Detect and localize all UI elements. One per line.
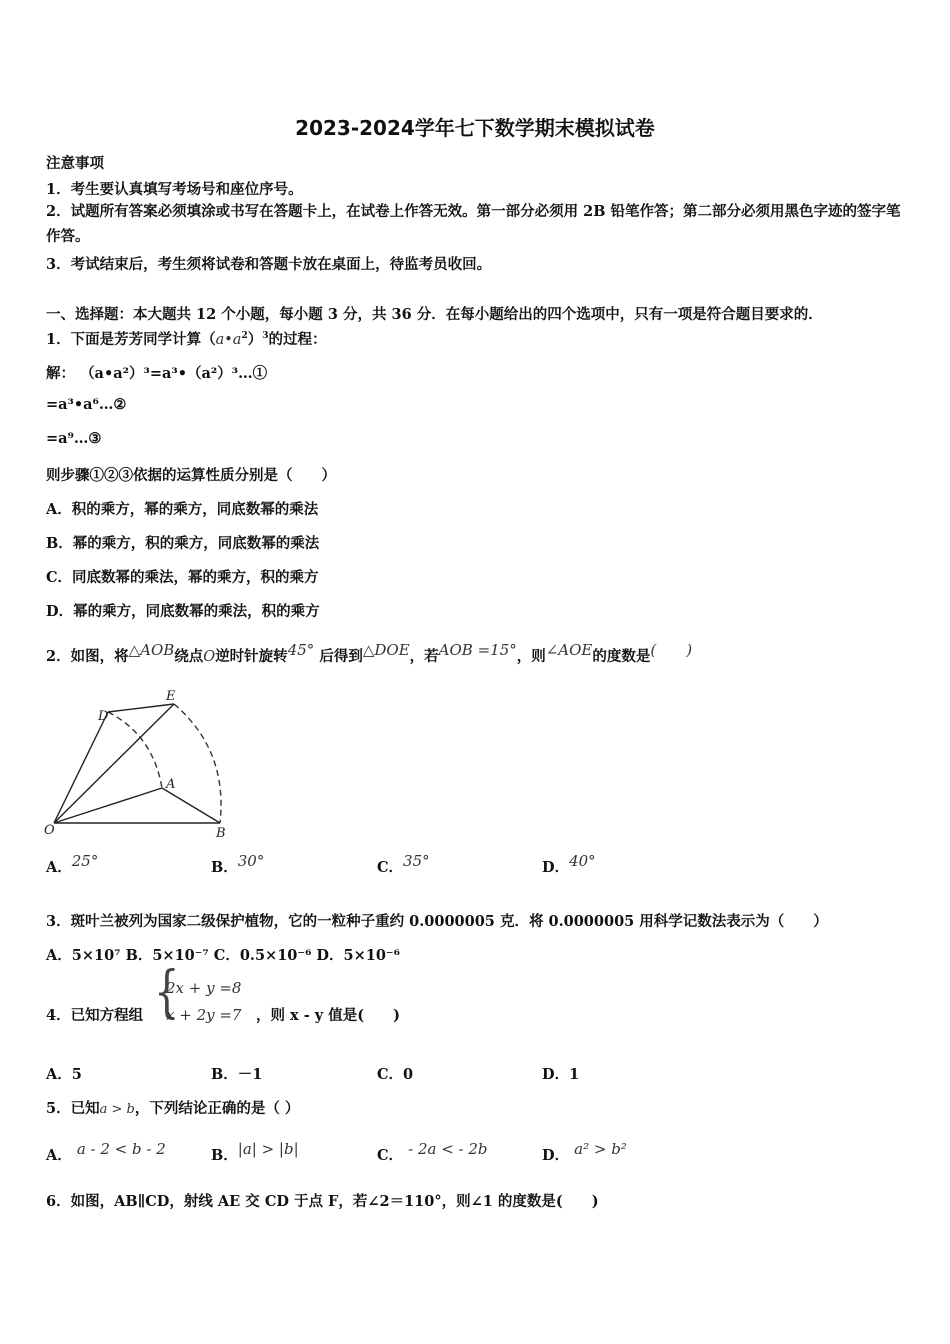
q2-option-b[interactable]: B．30° bbox=[211, 852, 265, 876]
q1-stem: 1．下面是芳芳同学计算$(a•a^2)^3$的过程： bbox=[46, 331, 327, 348]
notice-heading: 注意事项 bbox=[46, 155, 104, 172]
q5-stem: 5．已知a > b，下列结论正确的是（ ） bbox=[46, 1100, 300, 1117]
label-b: B bbox=[216, 826, 226, 841]
q5-option-d[interactable]: D． a² > b² bbox=[542, 1140, 627, 1164]
q1-step-2: =a³•a⁶…② bbox=[46, 396, 127, 413]
q5-option-c[interactable]: C． - 2a < - 2b bbox=[377, 1140, 488, 1164]
q3-options[interactable]: A．5×10⁷ B．5×10⁻⁷ C．0.5×10⁻⁶ D．5×10⁻⁶ bbox=[46, 947, 400, 964]
q4-equation-2: x + 2y =7 bbox=[166, 1006, 242, 1024]
label-o: O bbox=[44, 823, 55, 838]
q4-option-d[interactable]: D．1 bbox=[542, 1066, 580, 1083]
q5-option-a[interactable]: A． a - 2 < b - 2 bbox=[46, 1140, 166, 1164]
q2-option-c[interactable]: C．35° bbox=[377, 852, 430, 876]
segment-od bbox=[54, 712, 108, 823]
q4-option-b[interactable]: B．－1 bbox=[211, 1066, 263, 1083]
label-e: E bbox=[166, 689, 176, 704]
q3-stem: 3．斑叶兰被列为国家二级保护植物，它的一粒种子重约 0.0000005 克．将 0.0000005 用科学记数法表示为（ ） bbox=[46, 913, 828, 930]
segment-oa bbox=[54, 788, 162, 823]
q4-option-a[interactable]: A．5 bbox=[46, 1066, 82, 1083]
notice-item-2: 2．试题所有答案必须填涂或书写在答题卡上，在试卷上作答无效。第一部分必须用 2B 铅笔作答；第二部分必须用黑色字迹的签字笔作答。 bbox=[46, 203, 901, 245]
brace-icon: { bbox=[154, 960, 180, 1026]
page-title: 2023-2024学年七下数学期末模拟试卷 bbox=[295, 116, 655, 140]
q2-rotation-figure bbox=[38, 680, 248, 845]
arc-ob-oe bbox=[174, 704, 221, 823]
section-heading: 一、选择题：本大题共 12 个小题，每小题 3 分，共 36 分．在每小题给出的四个选项中，只有一项是符合题目要求的． bbox=[46, 306, 823, 323]
label-a: A bbox=[166, 777, 176, 792]
notice-item-1: 1．考生要认真填写考场号和座位序号。 bbox=[46, 181, 303, 198]
q2-stem: 2．如图，将△AOB绕点O逆时针旋转45° 后得到△DOE，若AOB =15°，则∠AOE的度数是( ) bbox=[46, 641, 693, 665]
segment-ab bbox=[162, 788, 220, 823]
q1-ask: 则步骤①②③依据的运算性质分别是（ ） bbox=[46, 467, 336, 484]
q4-stem-b: ，则 x - y 值是( ) bbox=[256, 1007, 401, 1024]
q1-option-d[interactable]: D．幂的乘方，同底数幂的乘法，积的乘方 bbox=[46, 603, 320, 620]
q1-option-b[interactable]: B．幂的乘方，积的乘方，同底数幂的乘法 bbox=[46, 535, 320, 552]
q1-option-c[interactable]: C．同底数幂的乘法，幂的乘方，积的乘方 bbox=[46, 569, 319, 586]
q2-option-a[interactable]: A．25° bbox=[46, 852, 99, 876]
q2-option-d[interactable]: D．40° bbox=[542, 852, 596, 876]
q1-option-a[interactable]: A．积的乘方，幂的乘方，同底数幂的乘法 bbox=[46, 501, 319, 518]
segment-de bbox=[108, 704, 174, 712]
q1-step-3: =a⁹…③ bbox=[46, 430, 102, 447]
q4-option-c[interactable]: C．0 bbox=[377, 1066, 414, 1083]
notice-item-3: 3．考试结束后，考生须将试卷和答题卡放在桌面上，待监考员收回。 bbox=[46, 256, 492, 273]
q1-step-1: 解： （a•a²）³=a³•（a²）³…① bbox=[46, 365, 268, 382]
label-d: D bbox=[98, 709, 109, 724]
q4-equation-1: 2x + y =8 bbox=[166, 979, 242, 997]
q6-stem: 6．如图，AB∥CD，射线 AE 交 CD 于点 F，若∠2＝110°，则∠1 的度数是( ) bbox=[46, 1193, 599, 1210]
q4-stem-a: 4．已知方程组 bbox=[46, 1007, 144, 1024]
q5-option-b[interactable]: B．|a| > |b| bbox=[211, 1140, 299, 1164]
